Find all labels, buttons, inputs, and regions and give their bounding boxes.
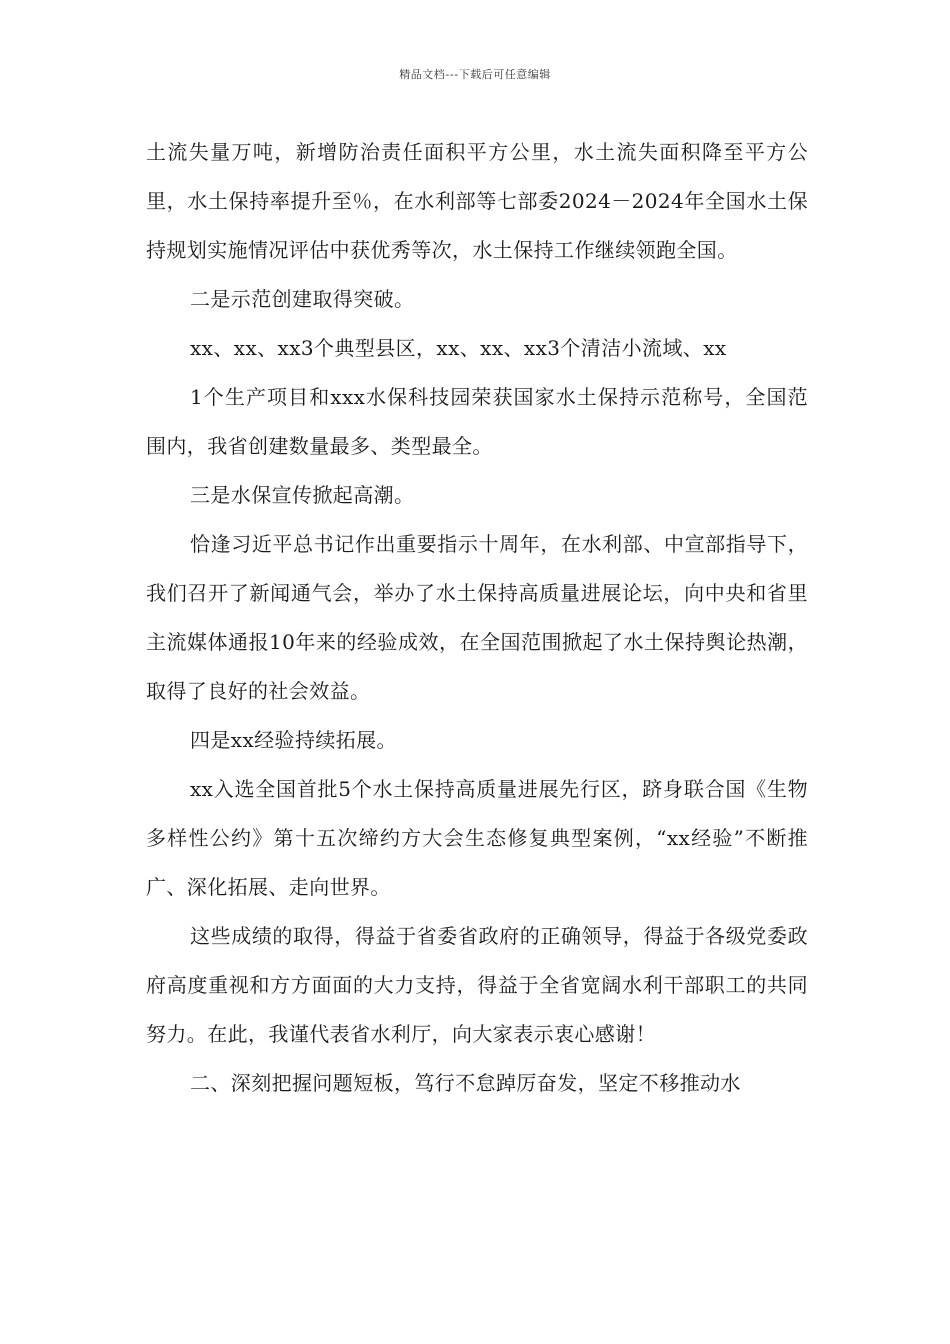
section-heading-4: 四是xx经验持续拓展。 (190, 728, 397, 752)
paragraph-8: xx入选全国首批5个水土保持高质量进展先行区，跻身联合国《生物多样性公约》第十五次缔约方大会生态修复典型案例，“xx经验”不断推广、深化拓展、走向世界。 (146, 777, 808, 899)
document-body (146, 128, 808, 1108)
section-heading-part-2: 二、深刻把握问题短板，笃行不怠踔厉奋发，坚定不移推动水 (190, 1071, 741, 1095)
page-header: 精品文档---下载后可任意编辑 (399, 68, 551, 81)
paragraph-4: 1个生产项目和xxx水保科技园荣获国家水土保持示范称号，全国范围内，我省创建数量最多、类型最全。 (146, 385, 808, 458)
section-heading-2: 二是示范创建取得突破。 (190, 287, 415, 311)
section-heading-3: 三是水保宣传掀起高潮。 (190, 483, 415, 507)
paragraph-3: xx、xx、xx3个典型县区，xx、xx、xx3个清洁小流域、xx (190, 336, 727, 360)
paragraph-6: 恰逢习近平总书记作出重要指示十周年，在水利部、中宣部指导下，我们召开了新闻通气会，举办了水土保持高质量进展论坛，向中央和省里主流媒体通报10年来的经验成效，在全国范围掀起了水土保持舆论热潮，取得了良好的社会效益。 (146, 532, 808, 703)
paragraph-9: 这些成绩的取得，得益于省委省政府的正确领导，得益于各级党委政府高度重视和方方面面的大力支持，得益于全省宽阔水利干部职工的共同努力。在此，我谨代表省水利厅，向大家表示衷心感谢！ (146, 924, 808, 1046)
paragraph-1: 土流失量万吨，新增防治责任面积平方公里，水土流失面积降至平方公里，水土保持率提升至％，在水利部等七部委2024－2024年全国水土保持规划实施情况评估中获优秀等次，水土保持工作继续领跑全国。 (146, 140, 808, 262)
